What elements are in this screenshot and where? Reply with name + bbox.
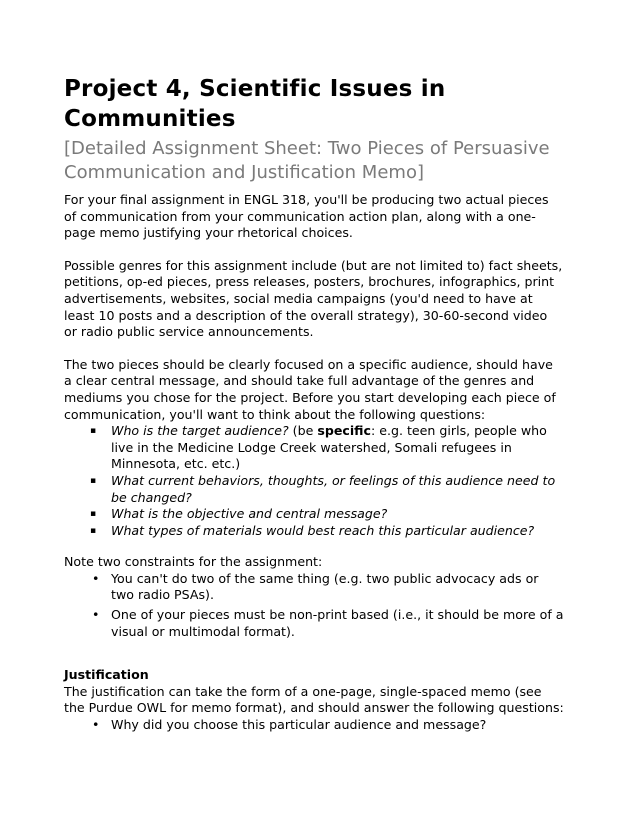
question-emphasis: specific	[317, 423, 371, 439]
bullet-icon: •	[92, 570, 100, 586]
question-text: What types of materials would best reach this particular audience?	[111, 522, 535, 538]
square-bullet-icon: ▪	[90, 475, 97, 486]
question-note: : e.g. teen girls, people who live in the Medicine Lodge Creek watershed, Somali refugees in Minnesota, etc. etc.)	[111, 423, 547, 472]
constraint-text: You can't do two of the same thing (e.g. two public advocacy ads or two radio PSAs).	[111, 570, 539, 603]
document-title: Project 4, Scientific Issues in Communities	[64, 76, 446, 132]
square-bullet-icon: ▪	[90, 525, 97, 536]
bullet-icon: •	[92, 717, 100, 733]
question-item	[90, 506, 564, 523]
question-text: What current behaviors, thoughts, or feelings of this audience need to be changed?	[111, 472, 556, 505]
bullet-icon: •	[92, 607, 100, 623]
question-item	[90, 473, 564, 506]
question-text: What is the objective and central message?	[111, 506, 388, 522]
constraint-item	[90, 571, 564, 604]
justification-heading: Justification	[64, 667, 149, 683]
justification-item	[90, 717, 564, 734]
genres-paragraph: Possible genres for this assignment include (but are not limited to) fact sheets, petitions, op-ed pieces, press releases, posters, brochures, infographics, print advertisements, websites, social media campaigns (you'd need to have at least 10 posts and a description of the overall strategy), 30-60-second video or radio public service announcements.	[64, 257, 563, 340]
question-item	[90, 423, 564, 473]
constraint-text: One of your pieces must be non-print based (i.e., it should be more of a visual or multimodal format).	[111, 607, 564, 639]
document-subtitle: [Detailed Assignment Sheet: Two Pieces of Persuasive Communication and Justification Memo]	[64, 138, 550, 183]
square-bullet-icon: ▪	[90, 509, 97, 520]
constraints-list	[64, 571, 564, 640]
justification-question: Why did you choose this particular audience and message?	[111, 717, 487, 733]
question-note: (be	[288, 423, 318, 439]
questions-list	[64, 423, 564, 539]
question-text: Who is the target audience?	[111, 423, 289, 439]
question-item	[90, 523, 564, 540]
justification-paragraph: The justification can take the form of a one-page, single-spaced memo (see the Purdue OWL for memo format), and should answer the following questions:	[64, 683, 564, 716]
focus-paragraph: The two pieces should be clearly focused on a specific audience, should have a clear central message, and should take full advantage of the genres and mediums you chose for the project. Before you start developing each piece of communication, you'll want to think about the following questions:	[64, 356, 556, 422]
justification-list	[64, 717, 564, 734]
constraints-intro: Note two constraints for the assignment:	[64, 554, 323, 570]
intro-paragraph: For your final assignment in ENGL 318, you'll be producing two actual pieces of communication from your communication action plan, along with a one-page memo justifying your rhetorical choices.	[64, 192, 549, 241]
document-page	[64, 74, 564, 737]
constraint-item	[90, 607, 564, 640]
square-bullet-icon: ▪	[90, 426, 97, 437]
